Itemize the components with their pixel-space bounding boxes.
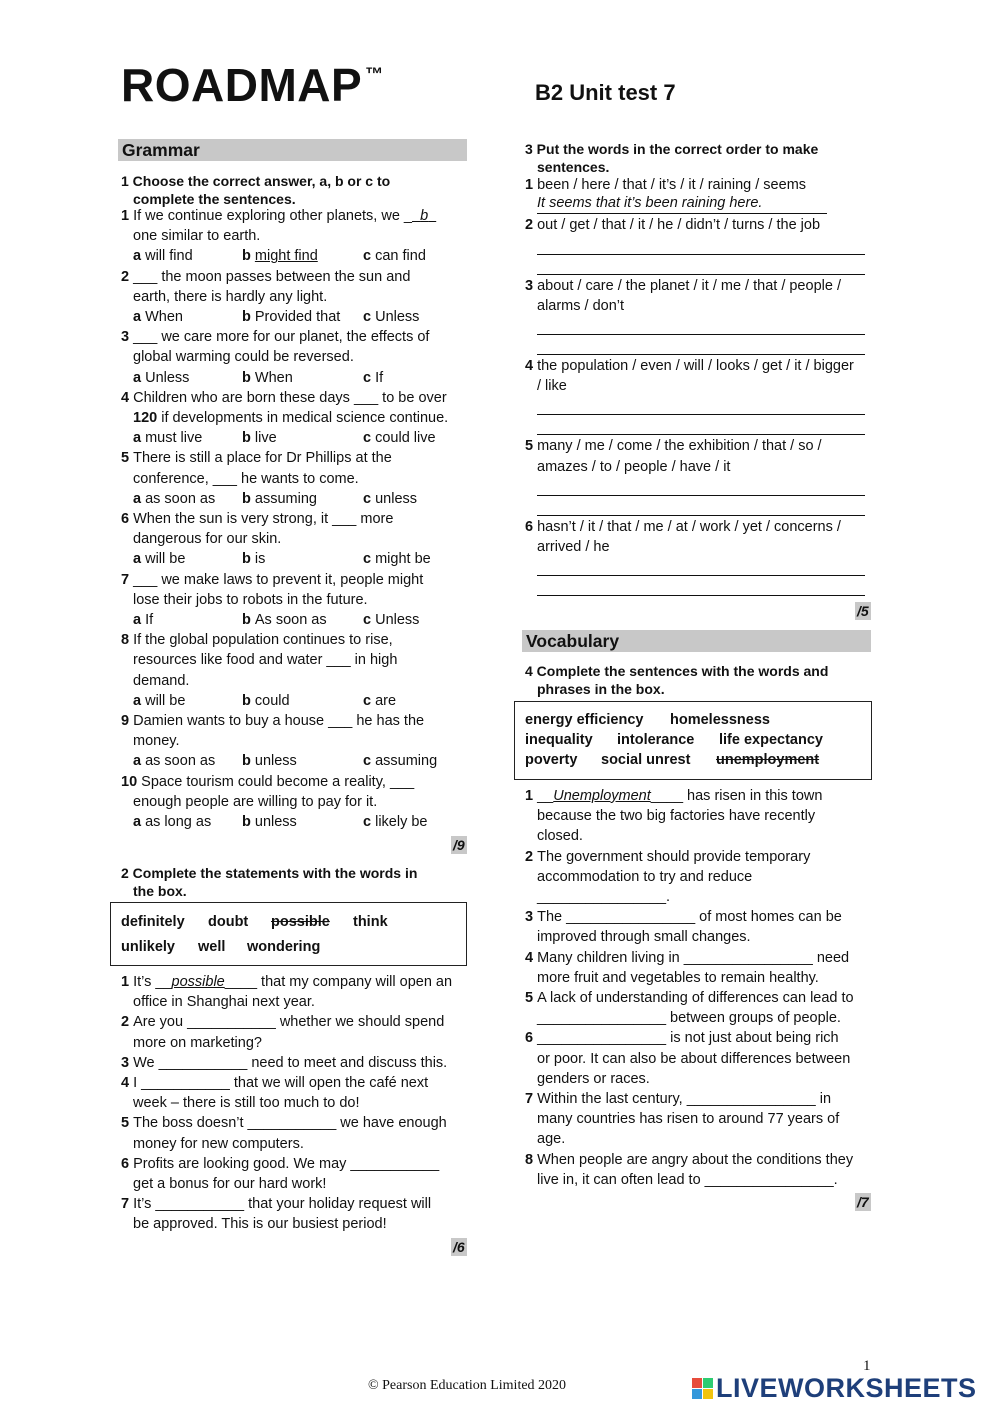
box-word: wondering [247,939,321,955]
question-stem-cont: resources like food and water ___ in high [133,652,398,669]
answer-option: b live [242,430,277,447]
ex2-word-box [110,902,467,966]
question-stem-cont: earth, there is hardly any light. [133,288,328,305]
statement: 1 It’s __possible____ that my company will open an [121,974,453,990]
scramble-item: 3 about / care / the planet / it / me / that / people / [525,277,841,294]
question-stem: 10 Space tourism could become a reality, ___ [121,773,415,790]
answer-option: c can find [363,248,426,265]
question-stem: 1 If we continue exploring other planets, we _ b [121,208,429,224]
answer-option: c could live [363,430,436,447]
question-stem-cont: 120 if developments in medical science continue. [133,410,449,426]
statement-cont: more on marketing? [133,1034,262,1051]
answer-option: b could [242,692,290,709]
answer-option: c If [363,369,384,386]
scramble-item: 4 the population / even / will / looks / get / it / bigger [525,358,854,374]
unit-title: B2 Unit test 7 [535,80,676,105]
statement-cont: office in Shanghai next year. [133,994,315,1011]
answer-option: c might be [363,551,431,568]
ex2-instruction: 2 Complete the statements with the words in [121,865,418,881]
answer-option: a as soon as [133,490,216,507]
vocab-sentence-cont: accommodation to try and reduce [537,868,753,885]
question-stem: 6 When the sun is very strong, it ___ more [121,511,394,527]
answer-option: b unless [242,814,297,830]
answer-line [537,515,865,516]
vocab-sentence: 4 Many children living in ________________ need [525,949,850,966]
ex4-word-box [514,701,872,780]
question-stem: 3 ___ we care more for our planet, the effects of [121,329,430,346]
ex2-score: /6 [453,1239,465,1255]
answer-option: b might find [242,248,318,265]
statement: 5 The boss doesn’t ___________ we have enough [121,1115,447,1132]
answer-option: c are [363,692,397,709]
vocab-sentence-cont: closed. [537,828,583,845]
grammar-heading: Grammar [118,139,467,161]
statement: 3 We ___________ need to meet and discuss this. [121,1054,448,1071]
question-stem-cont: conference, ___ he wants to come. [133,470,359,487]
liveworksheets-logo-icon [692,1378,714,1400]
vocab-sentence-cont: many countries has risen to around 77 years of [537,1111,840,1128]
scramble-item-cont: / like [537,378,567,395]
question-stem: 9 Damien wants to buy a house ___ he has the [121,713,425,729]
answer-option: a will find [133,248,193,265]
question-stem-cont: dangerous for our skin. [133,531,282,548]
statement: 7 It’s ___________ that your holiday request will [121,1196,432,1213]
question-stem-cont: demand. [133,672,190,689]
statement: 6 Profits are looking good. We may ___________ [121,1155,440,1172]
statement-cont: get a bonus for our hard work! [133,1176,327,1192]
answer-option: b is [242,551,266,568]
question-stem: 2 ___ the moon passes between the sun and [121,268,411,285]
vocab-sentence: 8 When people are angry about the conditions they [525,1151,854,1168]
answer-line [537,334,865,335]
ex1-score: /9 [453,837,465,853]
scramble-item: 1 been / here / that / it’s / it / raining / seems [525,177,807,193]
question-stem-cont: global warming could be reversed. [133,349,354,366]
answer-line [537,254,865,255]
answer-option: a as long as [133,814,212,830]
answer-option: c assuming [363,753,438,770]
box-word: social unrest [601,752,691,768]
answer-option: c Unless [363,309,420,325]
answer-option: a Unless [133,369,190,386]
box-word-used: possible [271,914,330,930]
vocab-sentence: 2 The government should provide temporary [525,848,811,865]
vocab-sentence-cont: live in, it can often lead to ________________. [537,1171,838,1188]
answer-option: a When [133,309,183,325]
vocab-sentence: 3 The ________________ of most homes can be [525,909,842,926]
vocab-sentence-cont: because the two big factories have recently [537,808,816,825]
question-stem-cont: one similar to earth. [133,228,261,245]
ex4-score: /7 [857,1194,869,1210]
vocabulary-heading: Vocabulary [522,630,871,652]
answer-line [537,354,865,355]
answer-option: a will be [133,692,186,709]
ex1-instruction-cont: complete the sentences. [133,191,296,207]
example-answer: It seems that it’s been raining here. [537,193,827,214]
answer-line [537,414,865,415]
scramble-item-cont: amazes / to / people / have / it [537,458,731,475]
vocab-sentence-cont: age. [537,1131,566,1148]
answer-option: c Unless [363,612,420,628]
scramble-item: 2 out / get / that / it / he / didn’t / turns / the job [525,217,821,234]
box-word: doubt [208,914,249,930]
ex3-instruction-cont: sentences. [537,159,610,175]
vocab-sentence: 7 Within the last century, ________________ in [525,1091,832,1107]
answer-option: a as soon as [133,753,216,770]
ex2-instruction-cont: the box. [133,883,187,899]
question-stem: 4 Children who are born these days ___ to be over [121,389,447,406]
vocab-sentence-cont: ________________. [537,889,671,905]
ex4-instruction-cont: phrases in the box. [537,681,665,697]
answer-line [537,595,865,596]
question-stem: 7 ___ we make laws to prevent it, people might [121,571,424,588]
answer-line [537,495,865,496]
answer-option: a will be [133,551,186,568]
statement: 4 I ___________ that we will open the café next [121,1075,429,1091]
vocab-sentence: 6 ________________ is not just about being rich [525,1030,839,1047]
box-word: intolerance [617,732,695,748]
question-stem: 8 If the global population continues to rise, [121,632,393,649]
answer-option: a If [133,612,154,628]
answer-line [537,434,865,435]
vocab-sentence-cont: improved through small changes. [537,929,751,946]
statement-cont: money for new computers. [133,1135,304,1152]
question-stem-cont: money. [133,733,180,750]
vocab-sentence-cont: genders or races. [537,1070,650,1087]
page-number: 1 [863,1358,871,1374]
answer-option: c unless [363,490,418,507]
ex3-score: /5 [857,603,869,619]
answer-option: b unless [242,753,297,770]
scramble-item: 5 many / me / come / the exhibition / that / so / [525,438,822,455]
scramble-item-cont: alarms / don’t [537,297,625,314]
answer-option: b As soon as [242,612,327,628]
box-word-used: unemployment [716,752,820,768]
scramble-item: 6 hasn’t / it / that / me / at / work / yet / concerns / [525,518,841,535]
box-word: well [198,939,226,955]
box-word: life expectancy [719,732,823,748]
statement-cont: week – there is still too much to do! [133,1095,360,1112]
question-stem: 5 There is still a place for Dr Phillips at the [121,450,392,467]
box-word: unlikely [121,939,175,955]
box-word: definitely [121,914,185,930]
answer-line [537,274,865,275]
box-word: energy efficiency [525,712,644,728]
box-word: inequality [525,732,593,748]
vocab-sentence-cont: more fruit and vegetables to remain healthy. [537,969,819,986]
vocab-sentence-cont: ________________ between groups of people. [537,1010,841,1027]
ex4-instruction: 4 Complete the sentences with the words and [525,663,829,679]
box-word: homelessness [670,712,770,728]
statement-cont: be approved. This is our busiest period! [133,1216,387,1233]
vocab-sentence: 1 __Unemployment____ has risen in this town [525,788,823,804]
answer-option: b assuming [242,490,317,507]
copyright: © Pearson Education Limited 2020 [368,1378,567,1393]
answer-option: b Provided that [242,309,341,325]
vocab-sentence-cont: or poor. It can also be about differences between [537,1050,851,1067]
question-stem-cont: lose their jobs to robots in the future. [133,591,368,608]
answer-option: b When [242,369,293,386]
statement: 2 Are you ___________ whether we should spend [121,1014,445,1031]
vocab-sentence: 5 A lack of understanding of differences can lead to [525,990,854,1006]
ex3-instruction: 3 Put the words in the correct order to make [525,141,819,157]
answer-line [537,575,865,576]
answer-option: c likely be [363,814,428,830]
ex1-instruction: 1 Choose the correct answer, a, b or c to [121,173,391,189]
liveworksheets-watermark: LIVEWORKSHEETS [692,1373,977,1404]
box-word: think [353,914,388,930]
answer-option: a must live [133,430,203,447]
box-word: poverty [525,752,578,768]
question-stem-cont: enough people are willing to pay for it. [133,793,378,810]
brand-title: ROADMAP ™ [121,59,384,111]
scramble-item-cont: arrived / he [537,539,610,555]
